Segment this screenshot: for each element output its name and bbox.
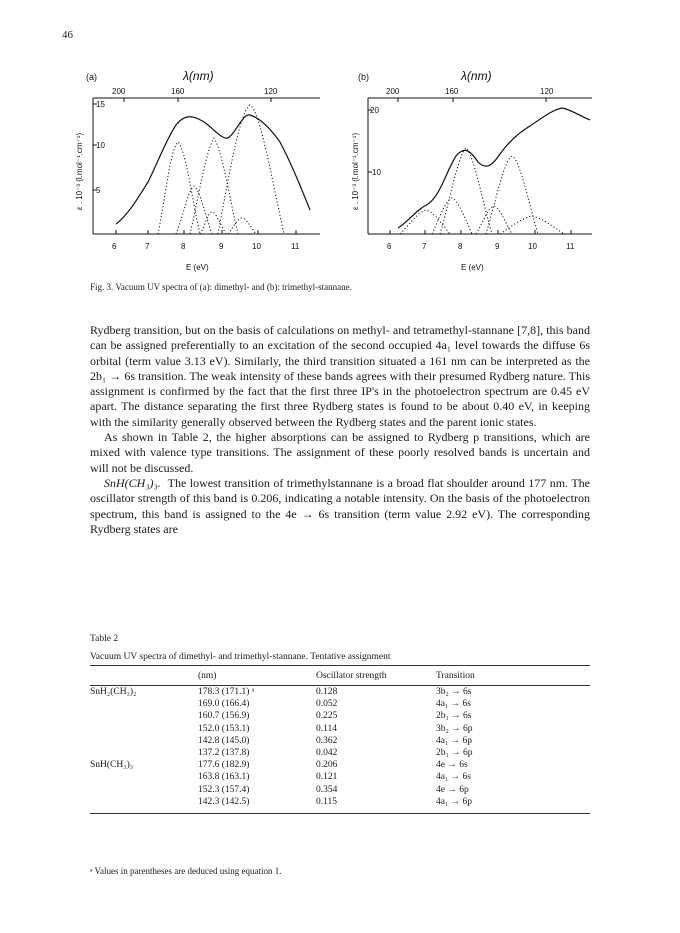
table-cell: 0.052 [316, 699, 338, 710]
panel-a-x-tick: 8 [181, 242, 186, 251]
panel-b-x-tick: 7 [422, 242, 427, 251]
table-row [90, 771, 590, 783]
table-cell: 4e → 6p [436, 784, 469, 795]
panel-a-xlabel: E (eV) [186, 263, 209, 272]
panel-a-ylabel: ε . 10⁻³ (l.mol⁻¹.cm⁻¹) [75, 132, 84, 210]
table-cell: 0.206 [316, 760, 338, 771]
table-cell: 0.042 [316, 748, 338, 759]
panel-b-xlabel: E (eV) [461, 263, 484, 272]
panel-a-x-tick: 6 [112, 242, 117, 251]
panel-a-top-tick: 200 [112, 87, 126, 96]
table-cell: 3b₂ → 6s [436, 687, 472, 697]
panel-a-y-tick: 5 [96, 186, 101, 195]
table-header [90, 666, 198, 686]
table-header: Oscillator strength [316, 671, 387, 681]
panel-b-x-tick: 10 [528, 242, 537, 251]
panel-a-top-axis-title: λ(nm) [183, 69, 214, 83]
panel-b-label: (b) [358, 72, 369, 82]
table-cell: 0.362 [316, 735, 338, 746]
panel-b-y-tick: 20 [370, 106, 379, 115]
page-number: 46 [62, 29, 73, 41]
table-row [90, 747, 590, 759]
compound-name: SnH₂(CH₃)₂ [90, 687, 137, 697]
panel-a-top-tick: 160 [171, 87, 185, 96]
panel-b-top-tick: 200 [386, 87, 400, 96]
table-row [90, 686, 590, 699]
panel-a-x-tick: 9 [219, 242, 224, 251]
panel-b-spectrum [398, 108, 590, 228]
paragraph-body: The lowest transition of trimethylstannane is a broad flat shoulder around 177 nm. The oscillator strength of this band is 0.206, indicating a notable intensity. On the basis of the photoelectron spectrum, this band is assigned to the 4e → 6s transition (term value 2.92 eV). The corresponding Rydberg states are [90, 475, 590, 536]
table-cell: 0.225 [316, 711, 338, 722]
table-cell: 0.354 [316, 784, 338, 795]
panel-a-x-tick: 7 [145, 242, 150, 251]
table-header: (nm) [198, 671, 217, 681]
table-row [90, 784, 590, 796]
panel-a-y-tick: 10 [96, 141, 105, 150]
table-cell: 2b₁ → 6s [436, 711, 472, 722]
paragraph [90, 476, 590, 537]
table-row [90, 735, 590, 747]
section-lead: SnH(CH₃)₃. [104, 475, 161, 490]
panel-b-top-tick: 160 [445, 87, 459, 96]
table-cell: 3b₂ → 6p [436, 723, 473, 734]
table-cell: 0.121 [316, 772, 338, 783]
panel-b-x-tick: 6 [387, 242, 392, 251]
table-cell: 2b₁ → 6p [436, 748, 473, 759]
table-cell: 142.3 (142.5) [198, 796, 250, 807]
table-row [90, 698, 590, 710]
table-cell: 178.3 (171.1) ᵃ [198, 687, 255, 697]
figure-3 [0, 0, 680, 290]
table-cell: 160.7 (156.9) [198, 711, 250, 722]
table-footnote: ᵃ Values in parentheses are deduced using equation 1. [90, 866, 282, 876]
assignment-table [90, 665, 590, 814]
panel-a-spectrum [116, 115, 310, 224]
table-cell: 0.115 [316, 796, 338, 807]
table-cell: 152.0 (153.1) [198, 723, 250, 734]
paragraph: Rydberg transition, but on the basis of calculations on methyl- and tetramethyl-stannane [7,8], this band can be assigned preferentially to an excitation of the second occupied 4a₁ level towards the diffuse 6s orbital (term value 3.13 eV). Similarly, the third transition situated a 161 nm can be interpreted as the 2b₁ → 6s transition. The weak intensity of these bands agrees with their presumed Rydberg nature. This assignment is confirmed by the fact that the first three IP's in the photoelectron spectrum are 0.45 eV apart. The distance separating the first three Rydberg states is found to be about 0.40 eV, in keeping with the similarity generally observed between the Rydberg states and the parent ionic states. [90, 323, 590, 429]
table-row [90, 796, 590, 814]
panel-b-x-tick: 11 [566, 242, 575, 251]
panel-b-gaussians [400, 148, 564, 234]
panel-a-x-tick: 10 [252, 242, 261, 251]
panel-b-ylabel: ε . 10⁻³ (l.mol⁻¹.cm⁻¹) [351, 132, 360, 210]
table-cell: 152.3 (157.4) [198, 784, 250, 795]
panel-a [75, 69, 320, 272]
table-cell: 4a₁ → 6p [436, 796, 473, 807]
table-row [90, 710, 590, 722]
table-cell: 163.8 (163.1) [198, 772, 250, 783]
table-cell: 4a₁ → 6p [436, 735, 473, 746]
table-cell: 4e → 6s [436, 760, 468, 771]
table-cell: 142.8 (145.0) [198, 735, 250, 746]
paragraph: As shown in Table 2, the higher absorptions can be assigned to Rydberg p transitions, which are mixed with valence type transitions. The assignment of these poorly resolved bands is uncertain and will not be discussed. [90, 430, 590, 475]
table-title: Table 2 [90, 634, 119, 644]
panel-a-y-tick: 15 [96, 100, 105, 109]
panel-b-y-tick: 10 [372, 168, 381, 177]
table-header-row [90, 666, 590, 686]
table-cell: 0.128 [316, 687, 338, 697]
panel-b-x-tick: 8 [458, 242, 463, 251]
body-text [90, 323, 590, 537]
table-cell: 169.0 (166.4) [198, 699, 250, 710]
table-cell: 4a₁ → 6s [436, 699, 471, 710]
figure-caption: Fig. 3. Vacuum UV spectra of (a): dimethyl- and (b): trimethyl-stannane. [90, 282, 352, 292]
panel-b [351, 69, 592, 272]
panel-b-x-tick: 9 [495, 242, 500, 251]
table-cell: 177.6 (182.9) [198, 760, 250, 771]
panel-b-top-tick: 120 [540, 87, 554, 96]
panel-a-x-tick: 11 [291, 242, 300, 251]
panel-b-top-axis-title: λ(nm) [461, 69, 492, 83]
panel-a-top-tick: 120 [264, 87, 278, 96]
table-cell: 4a₁ → 6s [436, 772, 471, 783]
compound-name: SnH(CH₃)₃ [90, 760, 134, 771]
panel-a-label: (a) [86, 72, 97, 82]
table-cell: 0.114 [316, 723, 338, 734]
table-cell: 137.2 (137.8) [198, 748, 250, 759]
table-row [90, 723, 590, 735]
table-header: Transition [436, 671, 475, 681]
table-row [90, 759, 590, 771]
table-caption: Vacuum UV spectra of dimethyl- and trimethyl-stannane. Tentative assignment [90, 652, 391, 662]
